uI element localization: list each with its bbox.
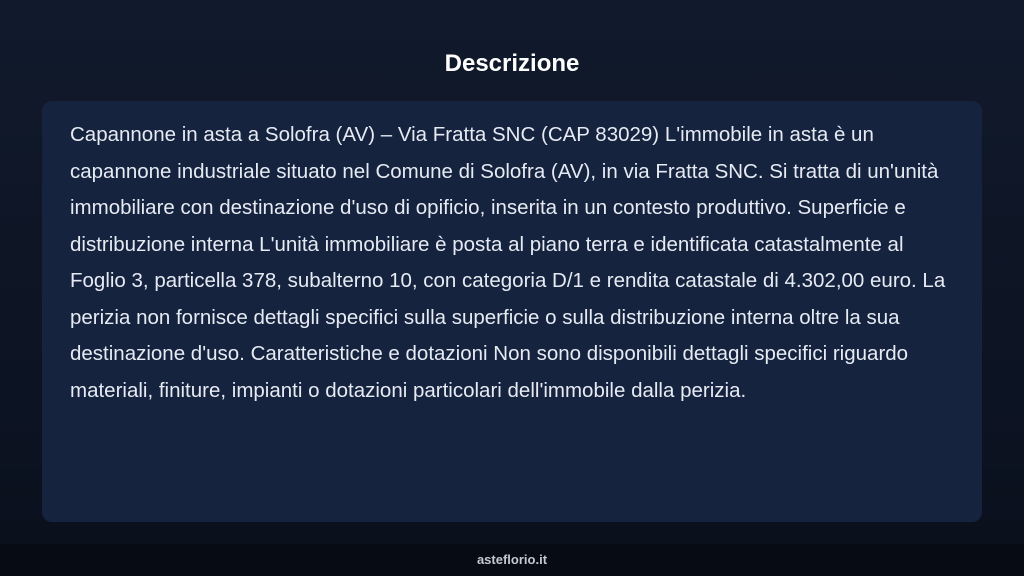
description-card (42, 101, 982, 522)
page-title: Descrizione (444, 50, 580, 77)
description-text: Capannone in asta a Solofra (AV) – Via Fratta SNC (CAP 83029) L'immobile in asta è un capannone industriale situato nel Comune di Solofra (AV), in via Fratta SNC. Si tratta di un'unità immobiliare con destinazione d'uso di opificio, inserita in un contesto produttivo. Superficie e distribuzione interna L'unità immobiliare è posta al piano terra e identificata catastalmente al Foglio 3, particella 378, subalterno 10, con categoria D/1 e rendita catastale di 4.302,00 euro. La perizia non fornisce dettagli specifici sulla superficie o sulla distribuzione interna oltre la sua destinazione d'uso. Caratteristiche e dotazioni Non sono disponibili dettagli specifici riguardo materiali, finiture, impianti o dotazioni particolari dell'immobile dalla perizia. (70, 123, 946, 402)
footer-bar (0, 544, 1024, 576)
footer-site-name: asteflorio.it (476, 552, 548, 567)
